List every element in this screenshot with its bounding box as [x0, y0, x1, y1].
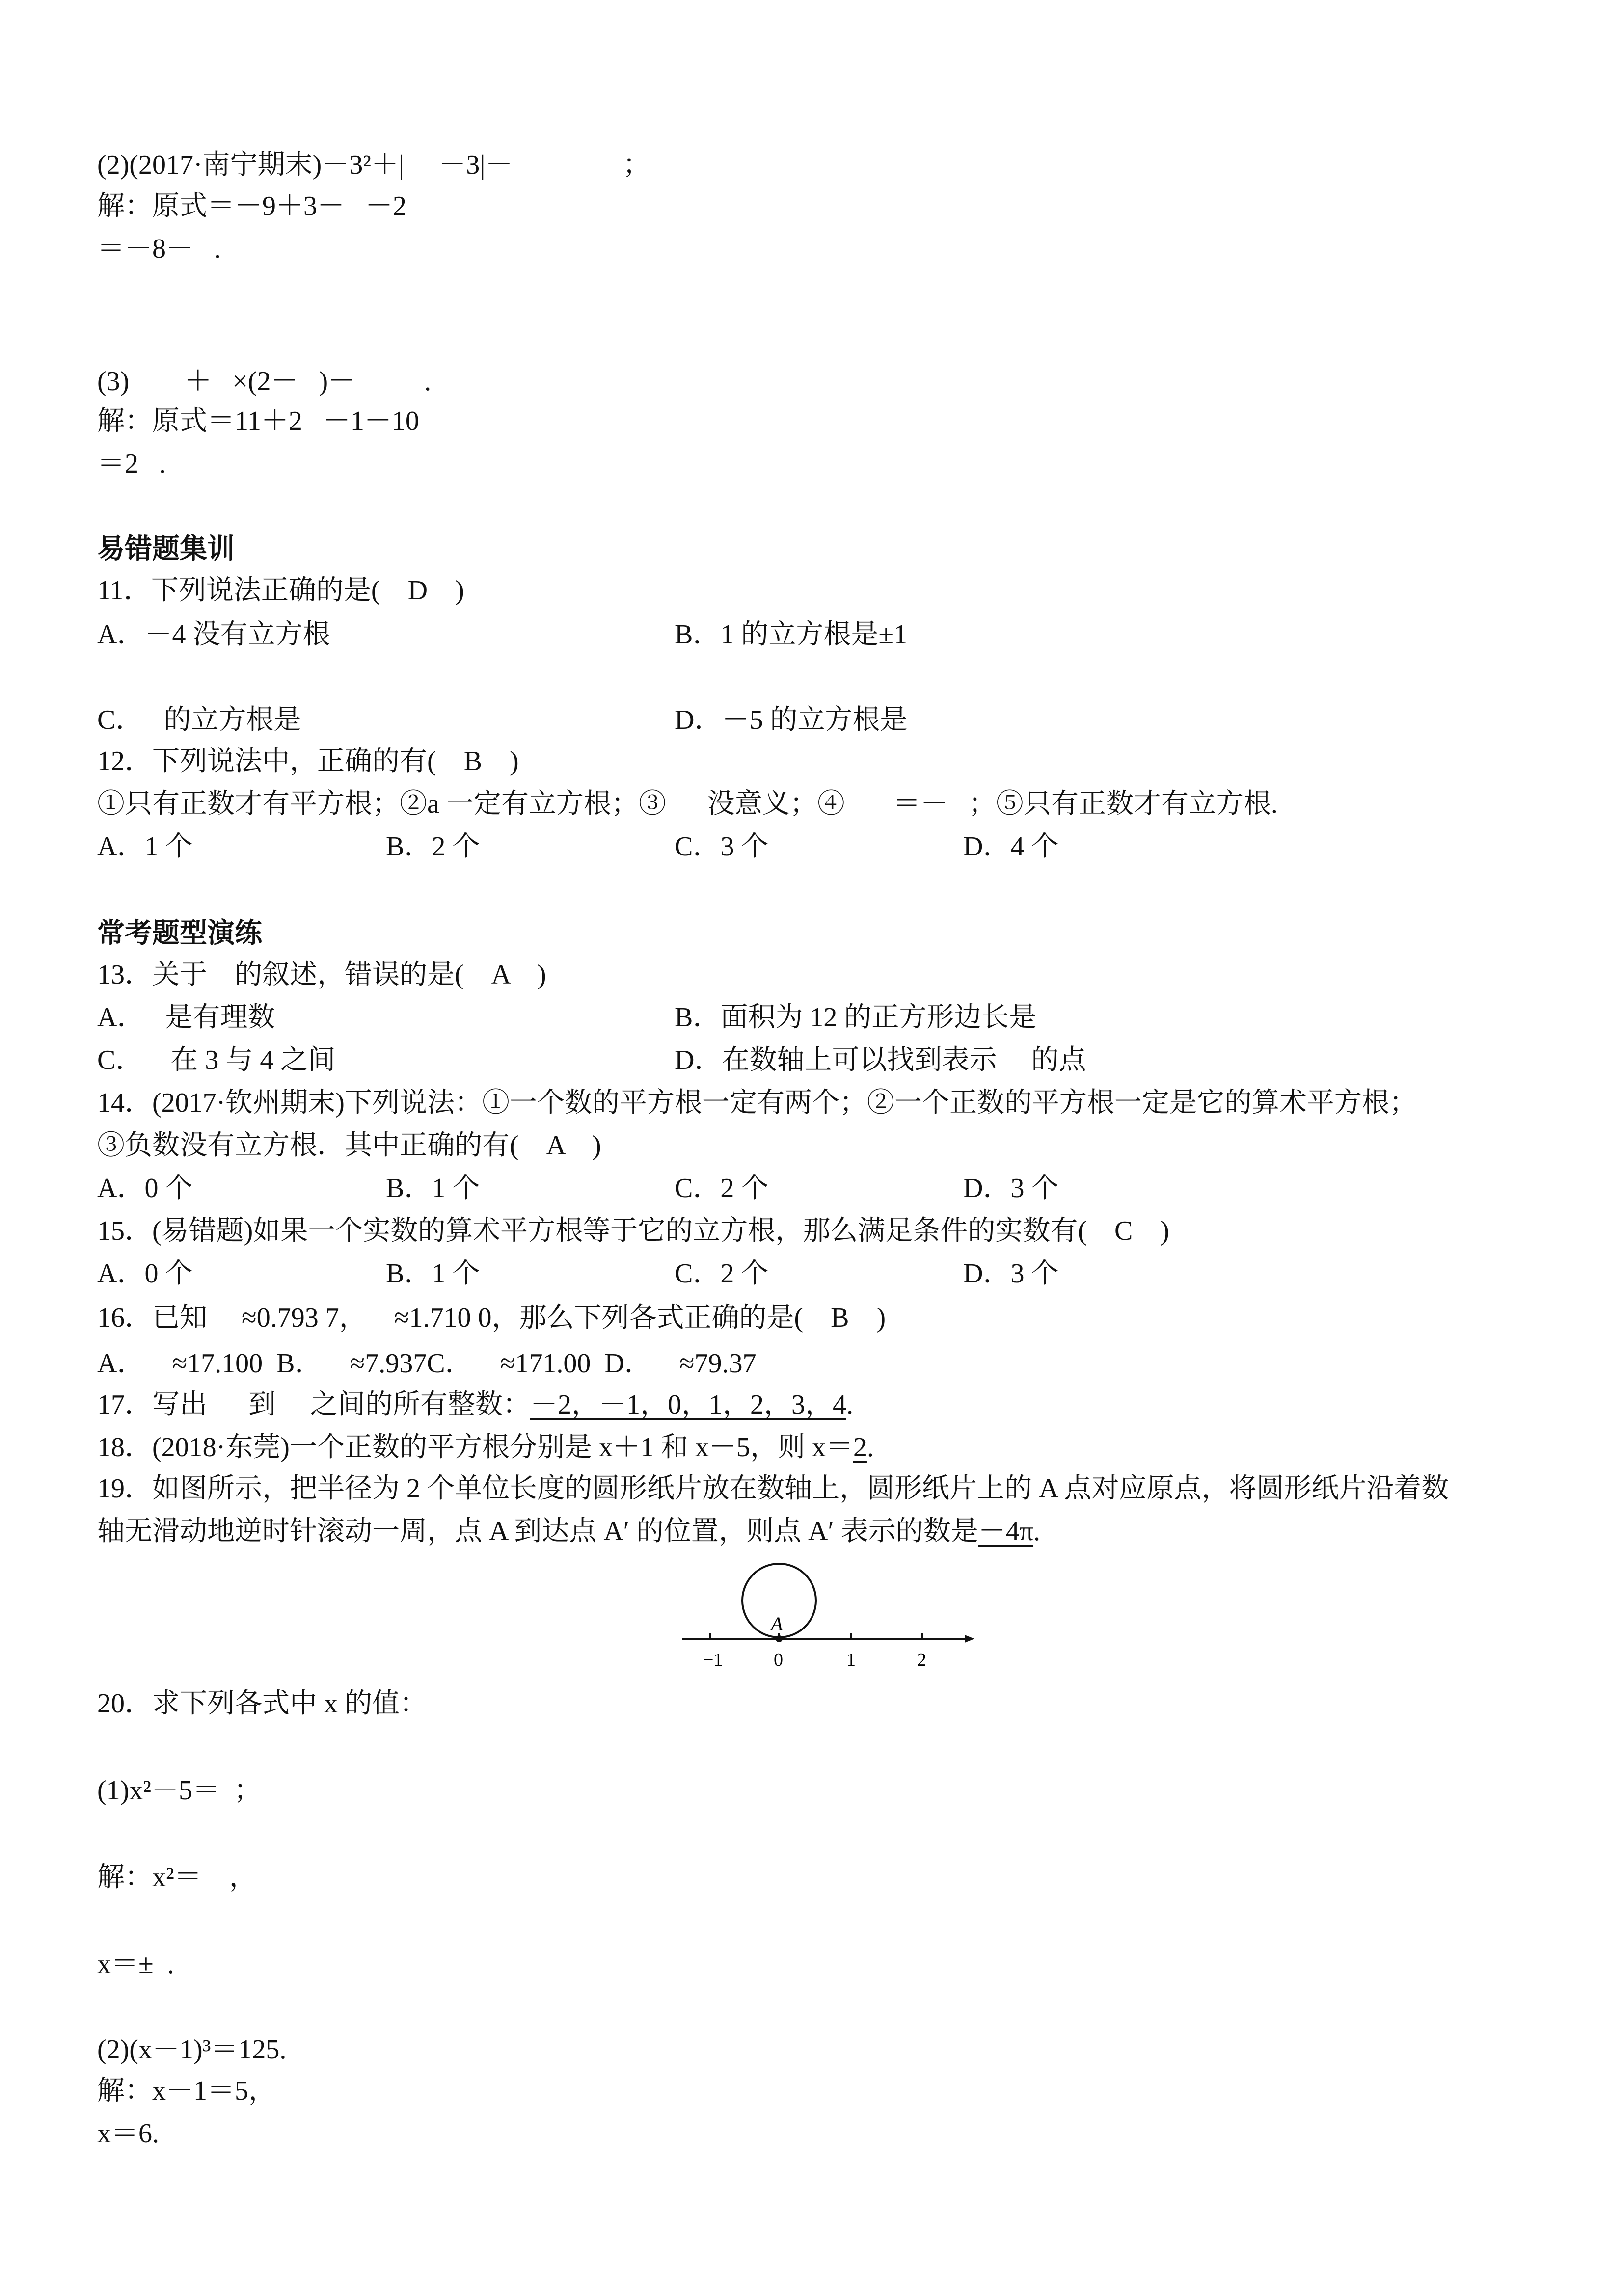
option-d: D．－5 的立方根是 — [675, 705, 908, 735]
option-c: C． 的立方根是 — [97, 705, 301, 735]
question-13: 13．关于 的叙述，错误的是( A ) — [97, 960, 546, 990]
question-20: 20．求下列各式中 x 的值： — [97, 1688, 427, 1719]
answer: 2 — [853, 1432, 867, 1463]
solution-line: 解：原式＝－9＋3－ －2 — [97, 191, 406, 221]
number-line-figure — [673, 1561, 977, 1679]
option-c: C．3 个 — [675, 831, 769, 862]
option-d: D．在数轴上可以找到表示 的点 — [675, 1045, 1086, 1075]
solution-line: ＝2 . — [97, 449, 166, 479]
period: . — [866, 1432, 874, 1463]
tick-label: 2 — [917, 1650, 926, 1670]
question-stem: 轴无滑动地逆时针滚动一周，点 A 到达点 A′ 的位置，则点 A′ 表示的数是 — [97, 1516, 978, 1547]
option-a: A． 是有理数 — [97, 1002, 275, 1033]
solution-line: 解：原式＝11＋2 －1－10 — [97, 406, 419, 436]
question-body: ①只有正数才有平方根；②a 一定有立方根；③ 没意义；④ ＝－ ；⑤只有正数才有立方根. — [97, 789, 1278, 819]
question-14: 14．(2017·钦州期末)下列说法：①一个数的平方根一定有两个；②一个正数的平方根一定是它的算术平方根； — [97, 1088, 1417, 1118]
option-c: C．2 个 — [675, 1173, 769, 1203]
question-17 — [97, 1389, 853, 1420]
answer: －2，－1，0，1，2，3，4 — [530, 1389, 846, 1420]
axis-arrow-icon — [965, 1635, 974, 1643]
option-a: A．0 个 — [97, 1173, 193, 1203]
question-19-cont — [97, 1516, 1040, 1547]
answer: －4π — [978, 1516, 1034, 1547]
option-d: D．3 个 — [963, 1173, 1059, 1203]
solution-line: x＝6. — [97, 2118, 159, 2149]
option-d: D．4 个 — [963, 831, 1059, 862]
question-stem: 18．(2018·东莞)一个正数的平方根分别是 x＋1 和 x－5，则 x＝ — [97, 1432, 853, 1463]
question-11: 11．下列说法正确的是( D ) — [97, 575, 464, 606]
option-b: B．1 个 — [386, 1258, 480, 1289]
tick-label: −1 — [703, 1650, 723, 1670]
option-c: C． 在 3 与 4 之间 — [97, 1045, 336, 1075]
section-heading: 常考题型演练 — [97, 918, 262, 949]
question-14-cont: ③负数没有立方根．其中正确的有( A ) — [97, 1130, 601, 1161]
point-a-dot — [776, 1635, 783, 1642]
solution-line: x＝± . — [97, 1949, 174, 1979]
option-a: A．－4 没有立方根 — [97, 619, 330, 650]
solution-line: 解：x－1＝5， — [97, 2076, 276, 2106]
problem-3: (3) ＋ ×(2－ )－ . — [97, 366, 432, 397]
options: A． ≈17.100 B． ≈7.937C． ≈171.00 D． ≈79.37 — [97, 1348, 757, 1379]
tick-label: 1 — [846, 1650, 856, 1670]
period: . — [846, 1389, 853, 1420]
sub-question-2: (2)(x－1)³＝125. — [97, 2034, 287, 2065]
option-b: B．1 个 — [386, 1173, 480, 1203]
solution-line: 解：x²＝ ， — [97, 1862, 257, 1893]
option-b: B．面积为 12 的正方形边长是 — [675, 1002, 1037, 1033]
question-19: 19．如图所示，把半径为 2 个单位长度的圆形纸片放在数轴上，圆形纸片上的 A 点对应原点，将圆形纸片沿着数 — [97, 1473, 1449, 1504]
option-d: D．3 个 — [963, 1258, 1059, 1289]
point-label: A — [771, 1613, 783, 1635]
question-15: 15．(易错题)如果一个实数的算术平方根等于它的立方根，那么满足条件的实数有( C ) — [97, 1216, 1169, 1246]
option-a: A．1 个 — [97, 831, 193, 862]
question-18 — [97, 1432, 874, 1463]
question-stem: 17．写出 到 之间的所有整数： — [97, 1389, 530, 1420]
question-12: 12．下列说法中，正确的有( B ) — [97, 746, 519, 776]
option-a: A．0 个 — [97, 1258, 193, 1289]
tick-label: 0 — [774, 1650, 783, 1670]
question-16: 16．已知 ≈0.793 7， ≈1.710 0，那么下列各式正确的是( B ) — [97, 1303, 886, 1333]
sub-question-1: (1)x²－5＝ ； — [97, 1775, 262, 1806]
solution-line: ＝－8－ . — [97, 234, 221, 264]
option-b: B．1 的立方根是±1 — [675, 619, 908, 650]
period: . — [1033, 1516, 1041, 1547]
option-b: B．2 个 — [386, 831, 480, 862]
problem-2: (2)(2017·南宁期末)－3²＋| －3|－ ； — [97, 150, 650, 180]
section-heading: 易错题集训 — [97, 534, 235, 564]
option-c: C．2 个 — [675, 1258, 769, 1289]
